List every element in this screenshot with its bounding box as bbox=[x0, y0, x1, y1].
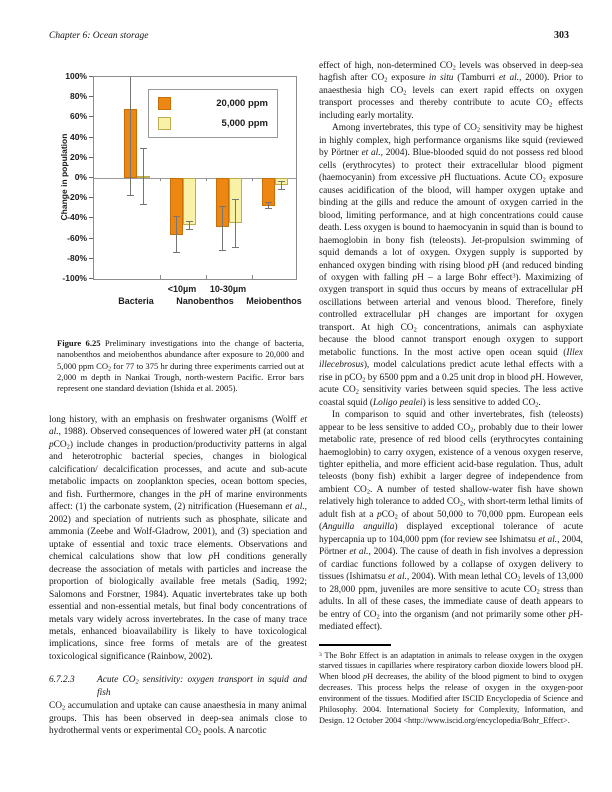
section-number: 6.7.2.3 bbox=[49, 675, 75, 686]
error-bar-cap bbox=[265, 208, 272, 209]
axis-tick bbox=[160, 275, 161, 279]
section-heading bbox=[49, 674, 307, 699]
figure-caption-text: Preliminary investigations into the change of bacteria, nanobenthos and meiobenthos abundance after exposure to 20,000 and 5,000 ppm $CO_2$ for 77 to 375 hr during three experiments carried out at 2,000 m depth in Nankai Trough, north-western Pacific. Error bars represent one standard deviation (Ishida et al. 2005). bbox=[57, 338, 304, 394]
error-bar-cap bbox=[265, 202, 272, 203]
error-bar-cap bbox=[219, 250, 226, 251]
y-tick-mark bbox=[89, 137, 93, 138]
footnote-text: $^3$ The Bohr Effect is an adaptation in animals to release oxygen in the oxygen starved tissues in capillaries where respiratory carbon dioxide lowers blood pH. When blood pH decreases, the ability of the blood pigment to bind to oxygen decreases. This process helps the release of oxygen in the oxygen-poor environment of the tissues. Modified after ISCID Encyclopedia of Science and Philosophy. 2004. International Society for Complexity, Information, and Design. 12 October 2004 <http://www.iscid.org/encyclopedia/Bohr_Effect>. bbox=[319, 650, 583, 725]
body-paragraph: effect of high, non-determined $CO_2$ levels was observed in deep-sea hagfish after $CO_2$ exposure in situ (Tamburri et al., 2000). Prior to anaesthesia high $CO_2$ levels can exert rapid effects on oxygen transport processes and thereby contribute to acute $CO_2$ effects including early mortality. bbox=[319, 61, 584, 121]
y-tick-mark bbox=[89, 157, 93, 158]
error-bar-cap bbox=[173, 252, 180, 253]
y-tick-label: -80% bbox=[67, 252, 87, 263]
y-tick-mark bbox=[89, 238, 93, 239]
y-tick-label: 0% bbox=[74, 172, 87, 182]
y-tick-mark bbox=[89, 217, 93, 218]
x-sub-label: <10µm bbox=[167, 284, 197, 294]
y-tick-mark bbox=[89, 258, 93, 259]
error-bar bbox=[143, 148, 144, 206]
x-category-label: Nanobenthos bbox=[176, 296, 234, 306]
y-tick-label: -20% bbox=[67, 192, 87, 203]
error-bar-cap bbox=[127, 195, 134, 196]
y-tick-mark bbox=[89, 278, 93, 279]
y-tick-mark bbox=[89, 116, 93, 117]
y-tick-mark bbox=[89, 96, 93, 97]
y-tick-label: 80% bbox=[69, 91, 87, 102]
legend-label: 5,000 ppm bbox=[221, 118, 268, 129]
page-number: 303 bbox=[554, 30, 569, 41]
running-header: Chapter 6: Ocean storage bbox=[49, 31, 149, 41]
error-bar-cap bbox=[173, 216, 180, 217]
error-bar bbox=[235, 199, 236, 247]
error-bar-cap bbox=[219, 206, 226, 207]
x-sub-label: 10-30µm bbox=[209, 284, 247, 294]
error-bar bbox=[176, 216, 177, 252]
legend-swatch bbox=[158, 117, 171, 130]
axis-tick bbox=[252, 275, 253, 279]
legend-row bbox=[158, 117, 268, 130]
y-tick-mark bbox=[89, 197, 93, 198]
error-bar-cap bbox=[186, 221, 193, 222]
axis-tick bbox=[206, 178, 207, 181]
figure-6-25-bar-chart bbox=[57, 68, 309, 320]
y-tick-mark bbox=[89, 177, 93, 178]
body-paragraph: Among invertebrates, this type of $CO_2$ sensitivity may be highest in highly complex, high performance organisms like squid (reviewed by Pörtner et al., 2004). Blue-blooded squid do not possess red blood cells (erythrocytes) to protect their extracellular blood pigment (haemocyanin) from excessive pH fluctuations. Acute $CO_2$ exposure causes acidification of the blood, will hamper oxygen uptake and binding at the gills and reduce the amount of oxygen carried in the blood, limiting performance, and at high concentrations could cause death. Less oxygen is bound to haemocyanin in squid than is bound to haemoglobin in bony fish (teleosts). Jet-propulsion swimming of squid demands a lot of oxygen. Oxygen supply is supported by enhanced oxygen binding with rising blood pH (and reduced binding of oxygen with falling pH – a large Bohr effect$^3$). Maximizing of oxygen transport in squid thus occurs by means of extracellular pH oscillations between arterial and venous blood. Therefore, finely controlled extracellular pH changes are important for oxygen transport. At high $CO_2$ concentrations, animals can asphyxiate because the blood cannot transport enough oxygen to support metabolic functions. In the most active open ocean squid (Illex illecebrosus), model calculations predict acute lethal effects with a rise in pCO$_2$ by 6500 ppm and a 0.25 unit drop in blood pH. However, acute $CO_2$ sensitivity varies between squid species. The less active coastal squid (Loligo pealei) is less sensitive to added $CO_2$. bbox=[319, 123, 584, 409]
error-bar-cap bbox=[232, 247, 239, 248]
figure-caption bbox=[57, 338, 304, 395]
error-bar-cap bbox=[278, 189, 285, 190]
axis-tick bbox=[160, 178, 161, 181]
x-category-label: Meiobenthos bbox=[246, 296, 302, 306]
y-tick-label: 60% bbox=[69, 111, 87, 122]
bar-series-1 bbox=[183, 178, 196, 225]
y-tick-label: 20% bbox=[69, 151, 87, 162]
error-bar-cap bbox=[278, 181, 285, 182]
y-tick-mark bbox=[89, 76, 93, 77]
body-paragraph: long history, with an emphasis on freshwater organisms (Wolff et al., 1988). Observed consequences of lowered water pH (at constant pCO$_2$) include changes in production/productivity patterns in algal and heterotrophic bacterial species, changes in biological calcification/ decalcification processes, and acute and sub-acute metabolic impacts on zooplankton species, ocean bottom species, and fish. Furthermore, changes in the pH of marine environments affect: (1) the carbonate system, (2) nitrification (Huesemann et al., 2002) and speciation of nutrients such as phosphate, silicate and ammonia (Zeebe and Wolf-Gladrow, 2001), and (3) speciation and uptake of essential and toxic trace elements. Observations and chemical calculations show that low pH conditions generally decrease the association of metals with particles and increase the proportion of biologically available free metals (Sadiq, 1992; Salomons and Forstner, 1984). Aquatic invertebrates take up both essential and non-essential metals, but final body concentrations of metals vary widely across invertebrates. In the case of many trace metals, enhanced bioavailability is likely to have toxicological implications, since free forms of metals are of the greatest toxicological significance (Rainbow, 2002). bbox=[49, 415, 308, 662]
left-column bbox=[49, 414, 307, 738]
axis-tick bbox=[206, 275, 207, 279]
y-tick-label: -60% bbox=[67, 232, 87, 243]
error-bar-cap bbox=[232, 199, 239, 200]
chart-plot-area bbox=[93, 76, 297, 280]
section-title: Acute $CO_2$ sensitivity: oxygen transport in squid and fish bbox=[97, 675, 307, 698]
footnote-separator bbox=[319, 644, 391, 646]
right-column bbox=[319, 60, 583, 727]
y-tick-label: -40% bbox=[67, 212, 87, 223]
y-tick-label: -100% bbox=[62, 273, 87, 283]
body-paragraph: $CO_2$ accumulation and uptake can cause anaesthesia in many animal groups. This has been observed in deep-sea animals close to hydrothermal vents or experimental $CO_2$ pools. A narcotic bbox=[49, 701, 307, 737]
x-category-label: Bacteria bbox=[118, 296, 154, 306]
axis-tick bbox=[252, 178, 253, 181]
body-paragraph: In comparison to squid and other invertebrates, fish (teleosts) appear to be less sensitive to added $CO_2$, probably due to their lower metabolic rate, presence of red blood cells (erythrocytes containing haemoglobin) to carry oxygen, existence of a venous oxygen reserve, tighter epithelia, and more efficient acid-base regulation. Thus, adult teleosts (bony fish) exhibit a larger degree of independence from ambient $CO_2$. A number of tested shallow-water fish have shown relatively high tolerance to added $CO_2$, with short-term lethal limits of adult fish at a pCO$_2$ of about 50,000 to 70,000 ppm. European eels (Anguilla anguilla) displayed exceptional tolerance of acute hypercapnia up to 104,000 ppm (for review see Ishimatsu et al., 2004, Pörtner et al., 2004). The cause of death in fish involves a depression of cardiac functions followed by a collapse of oxygen delivery to tissues (Ishimatsu et al., 2004). With mean lethal $CO_2$ levels of 13,000 to 28,000 ppm, juveniles are more sensitive to acute $CO_2$ stress than adults. In all of these cases, the immediate cause of death appears to be entry of $CO_2$ into the organism (and not primarily some other pH-mediated effect). bbox=[319, 410, 584, 633]
figure-caption-label: Figure 6.25 bbox=[57, 338, 101, 348]
legend-label: 20,000 ppm bbox=[216, 98, 268, 109]
legend-row bbox=[158, 97, 268, 110]
error-bar bbox=[222, 206, 223, 250]
y-axis-title: Change in population bbox=[59, 133, 69, 221]
page-header bbox=[49, 30, 569, 41]
error-bar-cap bbox=[140, 204, 147, 205]
y-tick-label: 100% bbox=[65, 71, 87, 81]
legend-swatch bbox=[158, 97, 171, 110]
y-tick-label: 40% bbox=[69, 131, 87, 142]
error-bar-cap bbox=[186, 229, 193, 230]
error-bar bbox=[130, 77, 131, 196]
chart-legend bbox=[148, 89, 278, 138]
error-bar-cap bbox=[140, 148, 147, 149]
